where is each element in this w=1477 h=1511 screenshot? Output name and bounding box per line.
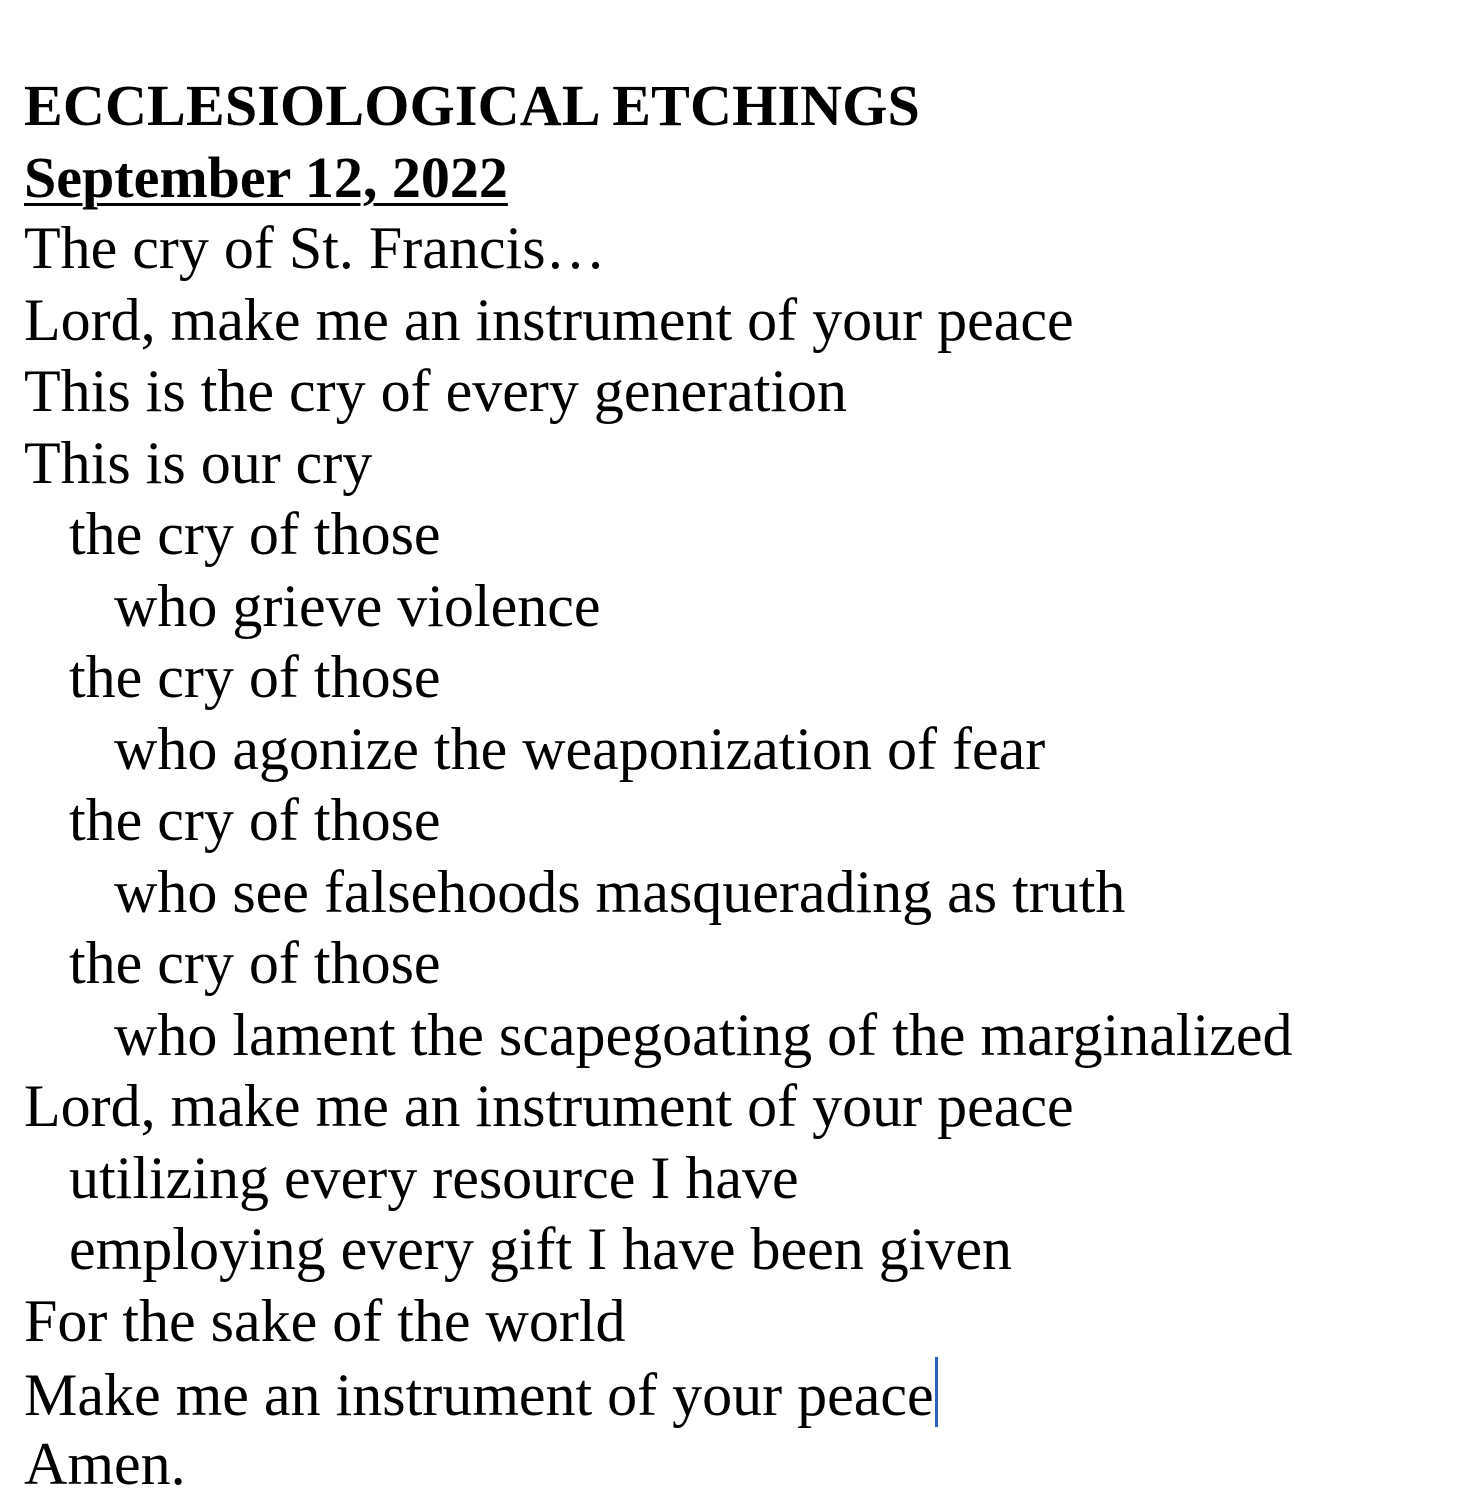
poem-line: Lord, make me an instrument of your peace (24, 286, 1074, 353)
poem-line: This is the cry of every generation (24, 358, 848, 424)
poem-line-with-caret[interactable] (24, 1357, 1464, 1429)
text-cursor (935, 1357, 938, 1427)
poem-line: employing every gift I have been given (69, 1216, 1013, 1282)
poem-line: the cry of those (69, 787, 441, 853)
poem-line: Amen. (24, 1430, 186, 1497)
poem-line: the cry of those (69, 930, 441, 996)
poem-line: who grieve violence (114, 572, 601, 639)
poem-line: Lord, make me an instrument of your peace (24, 1073, 1074, 1139)
poem-line: who lament the scapegoating of the marginalized (114, 1001, 1293, 1068)
document-date: September 12, 2022 (24, 144, 508, 210)
poem-line: the cry of those (69, 501, 441, 567)
poem-line: This is our cry (24, 429, 373, 496)
poem-line: For the sake of the world (24, 1287, 626, 1354)
poem-line: the cry of those (69, 644, 441, 710)
poem-line: who agonize the weaponization of fear (114, 715, 1046, 782)
document-body[interactable] (24, 70, 1464, 1500)
document-title: ECCLESIOLOGICAL ETCHINGS (24, 73, 921, 138)
poem-line: who see falsehoods masquerading as truth (114, 858, 1126, 925)
poem-line: The cry of St. Francis… (24, 215, 606, 281)
poem-line: utilizing every resource I have (69, 1144, 799, 1211)
poem-line-text: Make me an instrument of your peace (24, 1362, 934, 1428)
